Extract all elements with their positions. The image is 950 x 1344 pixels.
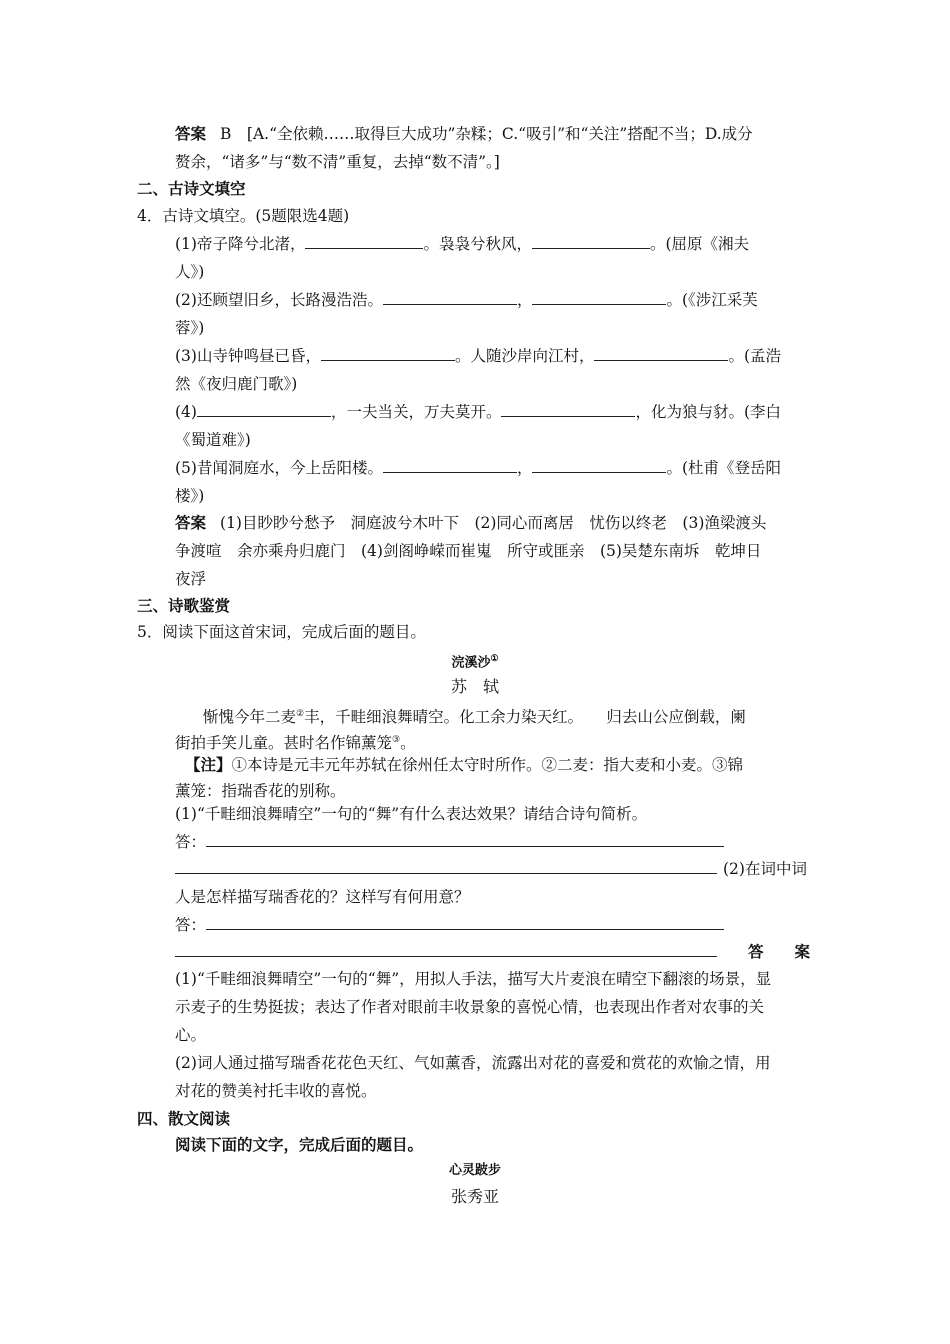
blank-line[interactable]: [532, 290, 666, 305]
answer-prompt-line: [175, 914, 724, 936]
item-continuation: 楼》): [175, 487, 205, 505]
essay-author: 张秀亚: [450, 1187, 499, 1206]
answer-header: 答 案: [748, 942, 811, 961]
answer-line: 争渡喧 余亦乘舟归鹿门 (4)剑阁峥嵘而崔嵬 所守或匪亲 (5)吴楚东南坼 乾坤日: [175, 542, 762, 560]
answer-label: 答案: [175, 124, 207, 143]
poem-text: 惭愧今年二麦: [203, 708, 297, 727]
poem-text: 街拍手笑儿童。甚时名作锦薰笼: [175, 734, 393, 753]
fill-item: [175, 401, 781, 423]
poem-text: 。: [400, 734, 416, 753]
answer-blank[interactable]: [206, 832, 724, 847]
blank-line[interactable]: [383, 458, 517, 473]
item-text: 。(孟浩: [728, 347, 782, 365]
answer-blank[interactable]: [175, 859, 717, 874]
footnote-marker: ①: [490, 654, 499, 664]
poem-title-text: 浣溪沙: [451, 655, 491, 671]
item-text: (4): [175, 403, 197, 421]
poem-line: [175, 729, 416, 754]
essay-title: 心灵跛步: [448, 1163, 501, 1178]
blank-line[interactable]: [305, 234, 423, 249]
footnote-marker: ③: [392, 735, 401, 745]
answer-blank[interactable]: [206, 915, 724, 930]
item-text: ，: [516, 291, 533, 309]
item-continuation: 《蜀道难》): [175, 431, 251, 449]
item-text: 。人随沙岸向江村，: [454, 347, 595, 365]
section-heading: 三、诗歌鉴赏: [137, 596, 231, 615]
answer-line: (2)词人通过描写瑞香花花色天红、气如薰香，流露出对花的喜爱和赏花的欢愉之情，用: [175, 1054, 771, 1072]
fill-item: [175, 345, 781, 367]
blank-line[interactable]: [501, 402, 635, 417]
fill-item: [175, 289, 758, 311]
sub-question: (2)在词中词: [723, 860, 807, 878]
item-text: (5)昔闻洞庭水，今上岳阳楼。: [175, 459, 383, 477]
blank-line[interactable]: [321, 346, 455, 361]
item-text: ，: [516, 459, 533, 477]
sub-question: 人是怎样描写瑞香花的？这样写有何用意？: [175, 888, 470, 906]
poem-line: [203, 703, 746, 728]
poem-text: 丰，千畦细浪舞晴空。化工余力染天红。 归去山公应倒载，阑: [304, 708, 746, 727]
item-continuation: 蓉》): [175, 319, 205, 337]
section-heading: 二、古诗文填空: [137, 179, 246, 198]
answer-line: 赘余，“诸多”与“数不清”重复，去掉“数不清”。]: [175, 153, 500, 171]
fill-item: [175, 457, 781, 479]
blank-line[interactable]: [594, 346, 728, 361]
question-stem: 5．阅读下面这首宋词，完成后面的题目。: [137, 623, 426, 641]
item-text: (1)帝子降兮北渚，: [175, 235, 306, 253]
note-line: [185, 754, 743, 776]
answer-line: 对花的赞美衬托丰收的喜悦。: [175, 1082, 377, 1100]
answer-prompt-line: [175, 831, 724, 853]
blank-line[interactable]: [197, 402, 331, 417]
answer-line: (1)“千畦细浪舞晴空”一句的“舞”，用拟人手法，描写大片麦浪在晴空下翻滚的场景，显: [175, 970, 772, 988]
answer-label: 答案: [175, 513, 207, 532]
item-text: 。袅袅兮秋风，: [423, 235, 532, 253]
footnote-marker: ②: [296, 709, 305, 719]
item-text: 。(《涉江采芙: [666, 291, 758, 309]
answer-blank[interactable]: [175, 942, 717, 957]
answer-line: [175, 123, 753, 145]
item-text: 。(屈原《湘夫: [649, 235, 750, 253]
note-line: 薰笼：指瑞香花的别称。: [175, 782, 346, 800]
answer-text: (1)目眇眇兮愁予 洞庭波兮木叶下 (2)同心而离居 忧伤以终老 (3)渔梁渡头: [220, 514, 767, 532]
poem-author: 苏 轼: [450, 677, 499, 696]
answer-blank-line: [175, 858, 807, 880]
item-continuation: 然《夜归鹿门歌》): [175, 375, 298, 393]
item-continuation: 人》): [175, 263, 205, 281]
item-text: (3)山寺钟鸣昼已昏，: [175, 347, 321, 365]
answer-line: 心。: [175, 1026, 207, 1044]
poem-title: [0, 648, 950, 674]
answer-line: 示麦子的生势挺拔；表达了作者对眼前丰收景象的喜悦心情，也表现出作者对农事的关: [175, 998, 765, 1016]
note-label: 【注】: [185, 755, 232, 774]
answer-prompt: 答：: [175, 833, 207, 851]
sub-question: (1)“千畦细浪舞晴空”一句的“舞”有什么表达效果？请结合诗句简析。: [175, 805, 648, 823]
fill-item: [175, 233, 749, 255]
blank-line[interactable]: [383, 290, 517, 305]
item-text: ，一夫当关，万夫莫开。: [330, 403, 502, 421]
item-text: ，化为狼与豺。(李白: [635, 403, 782, 421]
blank-line[interactable]: [532, 458, 666, 473]
section-intro: 阅读下面的文字，完成后面的题目。: [175, 1135, 424, 1154]
answer-text: B [A.“全依赖……取得巨大成功”杂糅；C.“吸引”和“关注”搭配不当；D.成分: [220, 125, 753, 143]
section-heading: 四、散文阅读: [137, 1109, 231, 1128]
answer-prompt: 答：: [175, 916, 207, 934]
answer-line: [175, 512, 766, 534]
item-text: (2)还顾望旧乡，长路漫浩浩。: [175, 291, 383, 309]
item-text: 。(杜甫《登岳阳: [666, 459, 782, 477]
answer-blank-line: [175, 941, 717, 963]
blank-line[interactable]: [532, 234, 650, 249]
note-text: ①本诗是元丰元年苏轼在徐州任太守时所作。②二麦：指大麦和小麦。③锦: [231, 756, 744, 774]
answer-line: 夜浮: [175, 570, 207, 588]
question-stem: 4．古诗文填空。(5题限选4题): [137, 207, 350, 225]
